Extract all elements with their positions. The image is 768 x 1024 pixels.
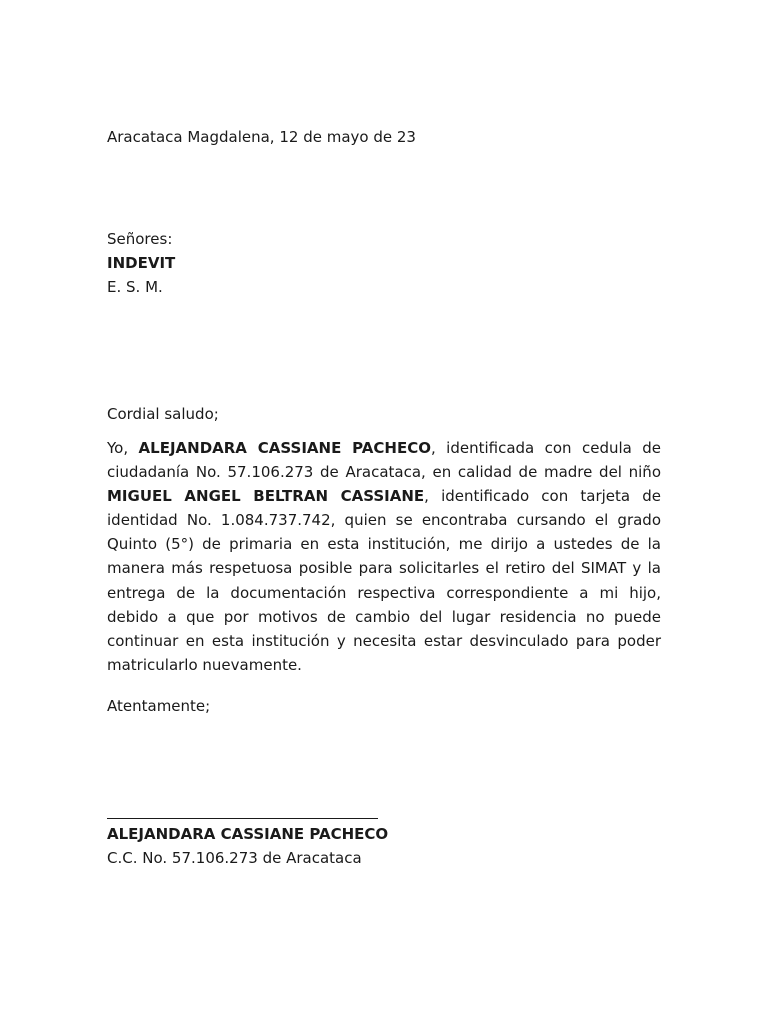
body-bold-child-name: MIGUEL ANGEL BELTRAN CASSIANE [107,487,425,506]
recipient-name: INDEVIT [107,254,176,272]
body-text-3: , identificado con tarjeta de identidad No. 1.084.737.742, quien se encontraba cursando el grado Quinto (5°) de primaria en esta institución, me dirijo a ustedes de la manera más respetuosa posible para solicitarles el retiro del SIMAT y la entrega de la documentación respectiva correspondiente a mi hijo, debido a que por motivos de cambio del lugar residencia no puede continuar en esta institución y necesita estar desvinculado para poder matricularlo nuevamente. [107,487,661,674]
place-date: Aracataca Magdalena, 12 de mayo de 23 [107,128,416,146]
greeting: Cordial saludo; [107,405,219,423]
signature-line [107,818,378,819]
signature-id: C.C. No. 57.106.273 de Aracataca [107,849,362,867]
closing: Atentamente; [107,697,211,715]
recipient-abbrev: E. S. M. [107,278,163,296]
body-text-2: , identificada con cedula de ciudadanía No. 57.106.273 de Aracataca, en calidad de madre del niño [107,439,661,482]
recipient-salutation: Señores: [107,230,173,248]
signature-name: ALEJANDARA CASSIANE PACHECO [107,825,389,843]
body-bold-mother-name: ALEJANDARA CASSIANE PACHECO [138,439,431,457]
letter-body [107,436,661,677]
body-text-1: Yo, [107,439,139,457]
